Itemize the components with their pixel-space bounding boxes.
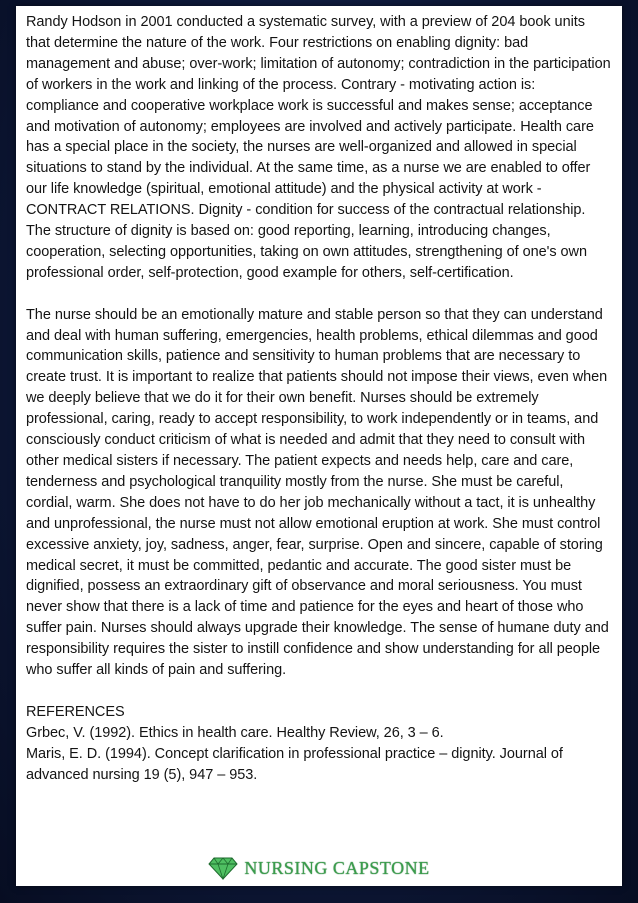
footer-logo <box>16 856 622 880</box>
green-diamond-icon <box>208 856 238 880</box>
document-page <box>16 6 622 886</box>
reference-item-1: Grbec, V. (1992). Ethics in health care. Healthy Review, 26, 3 – 6. <box>26 724 444 741</box>
reference-item-2: Maris, E. D. (1994). Concept clarification in professional practice – dignity. Journal of advanced nursing 19 (5), 947 – 953. <box>26 745 563 783</box>
references-heading: REFERENCES <box>26 703 125 720</box>
body-paragraph-2: The nurse should be an emotionally mature and stable person so that they can understand and deal with human suffering, emergencies, health problems, ethical dilemmas and good communication skills, patience and sensitivity to human problems that are necessary to create trust. It is important to realize that patients should not impose their views, even when we deeply believe that we do it for their own benefit. Nurses should be extremely professional, caring, ready to accept responsibility, to work independently or in teams, and consciously conduct criticism of what is needed and admit that they need to consult with other medical sisters if necessary. The patient expects and needs help, care and care, tenderness and psychological tranquility mostly from the nurse. She must be careful, cordial, warm. She does not have to do her job mechanically without a tact, it is unhealthy and unprofessional, the nurse must not allow emotional eruption at work. She must control excessive anxiety, joy, sadness, anger, fear, surprise. Open and sincere, capable of storing medical secret, it must be committed, pedantic and accurate. The good sister must be dignified, possess an extraordinary gift of observance and moral seriousness. You must never show that there is a lack of time and patience for the eyes and heart of those who suffer pain. Nurses should always upgrade their knowledge. The sense of humane duty and responsibility requires the sister to instill confidence and show understanding for all people who suffer all kinds of pain and suffering. <box>26 306 609 679</box>
paragraph-spacer <box>26 284 612 305</box>
paragraph-spacer <box>26 681 612 702</box>
body-paragraph-1: Randy Hodson in 2001 conducted a systematic survey, with a preview of 204 book units that determine the nature of the work. Four restrictions on enabling dignity: bad management and abuse; over-work; limitation of autonomy; contradiction in the participation of workers in the work and linking of the process. Contrary - motivating action is: compliance and cooperative workplace work is successful and makes sense; acceptance and motivation of autonomy; employees are involved and actively participate. Health care has a special place in the society, the nurses are well-organized and allowed in special situations to stand by the individual. At the same time, as a nurse we are enabled to offer our life knowledge (spiritual, emotional attitude) and the physical activity at work - CONTRACT RELATIONS. Dignity - condition for success of the contractual relationship. The structure of dignity is based on: good reporting, learning, introducing changes, cooperation, selecting opportunities, taking on own attitudes, strengthening of one's own professional order, self-protection, good example for others, self-certification. <box>26 14 611 281</box>
document-content <box>26 12 612 786</box>
brand-name: NURSING CAPSTONE <box>244 857 430 878</box>
